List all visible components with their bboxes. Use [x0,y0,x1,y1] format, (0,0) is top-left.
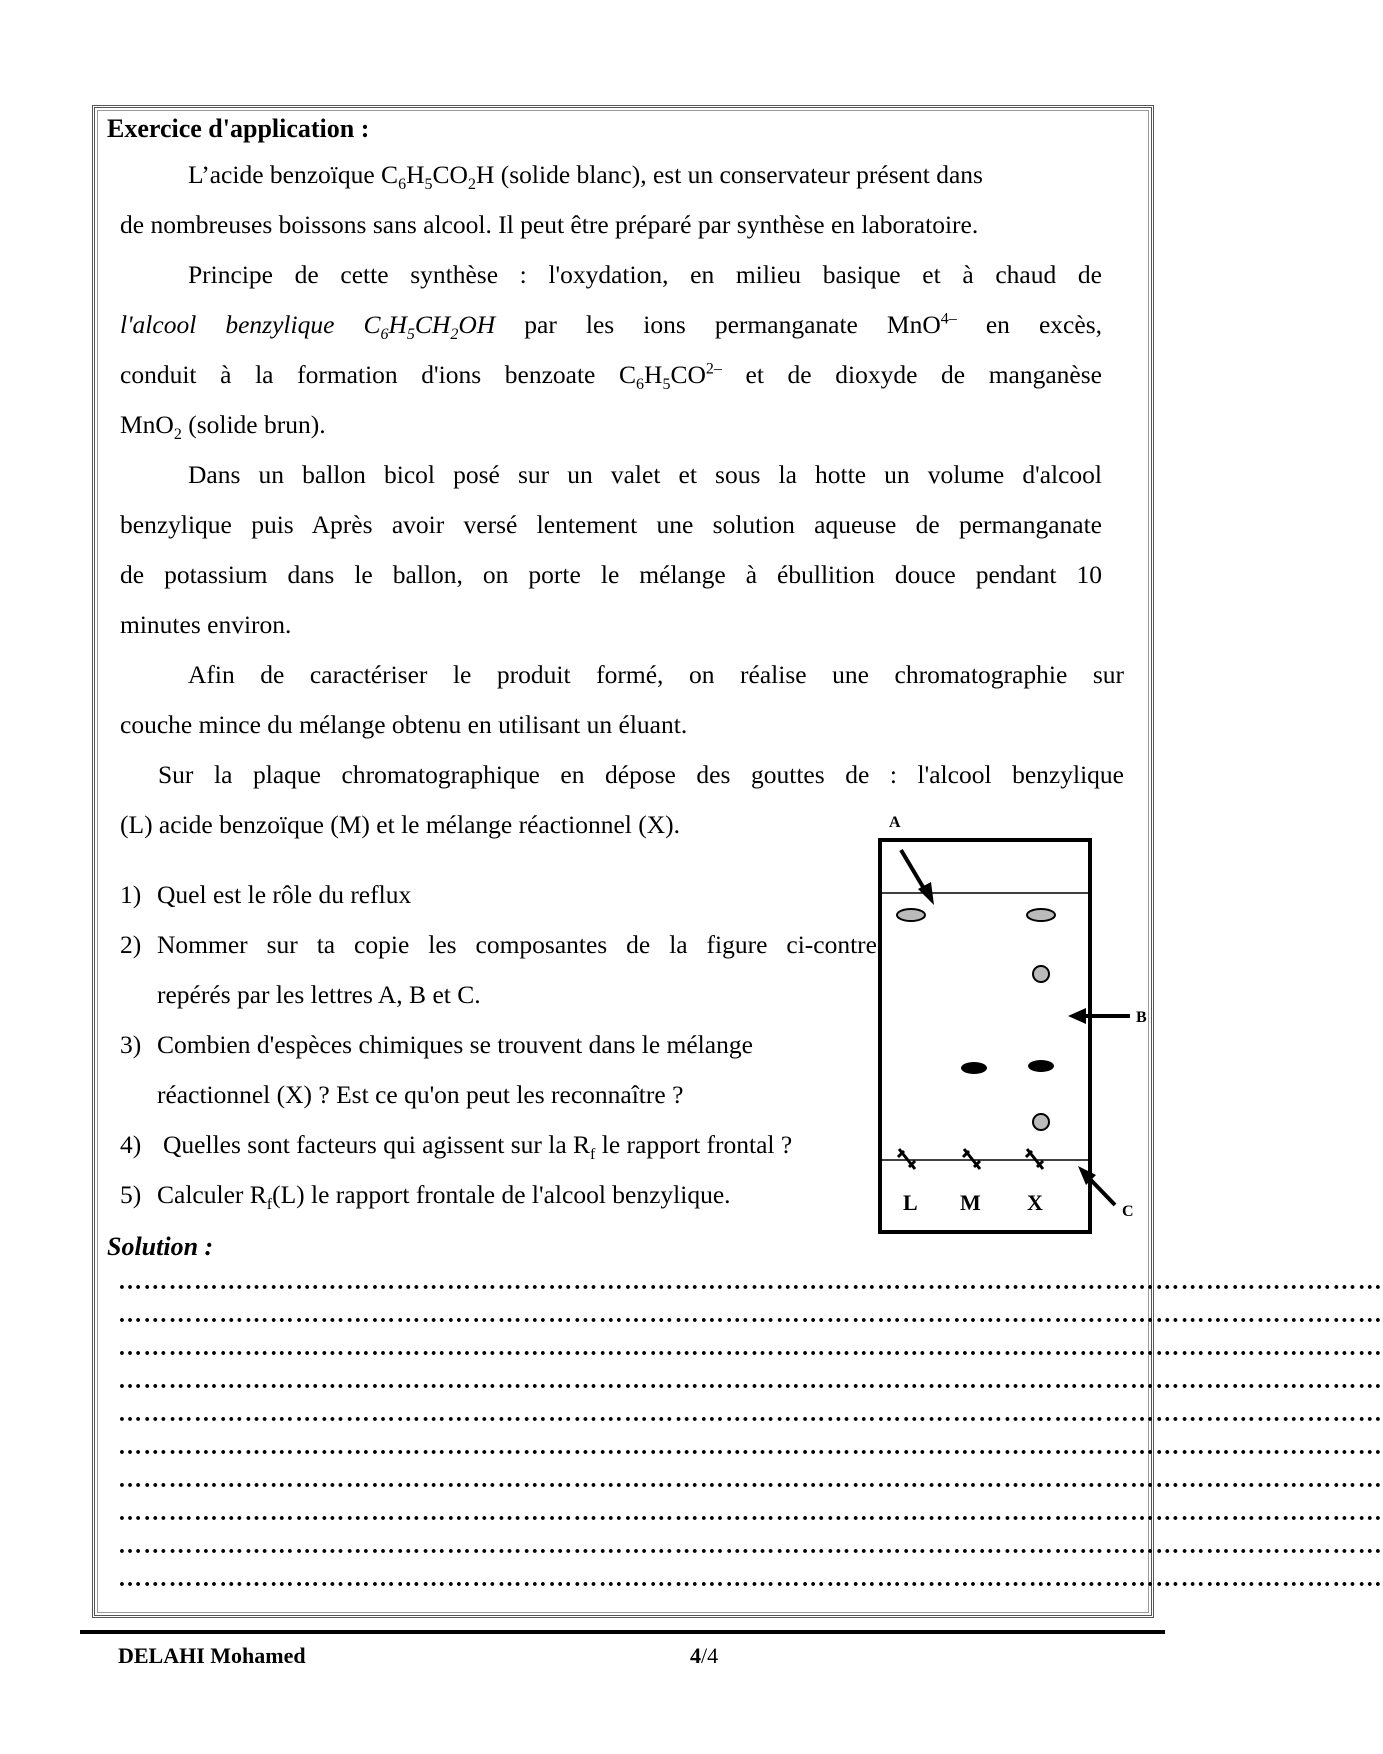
spot-x-upper [1027,909,1055,921]
para5-line2: (L) acide benzoïque (M) et le mélange réactionnel (X). [120,810,681,839]
footer-author: DELAHI Mohamed [118,1643,306,1668]
answer-line-4: …………………………………………………………………………………………………………………………………… [118,1368,1383,1394]
figure-label-b: B [1136,1009,1147,1026]
spot-l-upper [897,909,925,921]
figure-label-a: A [889,814,901,831]
question-2-number: 2) [120,930,142,959]
para4-line2: couche mince du mélange obtenu en utilisant un éluant. [120,710,688,739]
para2-line1: Principe de cette synthèse : l'oxydation, en milieu basique et à chaud de [188,260,1102,289]
question-4-number: 4) [120,1130,142,1159]
question-4: Quelles sont facteurs qui agissent sur la $R_f$ le rapport frontal ? [163,1130,793,1164]
answer-line-9: …………………………………………………………………………………………………………………………………… [118,1533,1383,1559]
spot-x-middle [1028,1060,1054,1072]
para3-line3: de potassium dans le ballon, on porte le mélange à ébullition douce pendant 10 [120,560,1102,589]
answer-line-3: …………………………………………………………………………………………………………………………………… [118,1335,1383,1361]
para1-line2: de nombreuses boissons sans alcool. Il peut être préparé par synthèse en laboratoire. [120,210,979,239]
question-5: Calculer $R_f(L)$ le rapport frontale de l'alcool benzylique. [157,1180,731,1214]
deposit-mark-l [898,1149,915,1169]
para3-line2: benzylique puis Après avoir versé lentement une solution aqueuse de permanganate [120,510,1102,539]
spot-x-circle-1 [1033,966,1049,982]
solution-title: Solution : [107,1232,214,1261]
para4-line1: Afin de caractériser le produit formé, on réalise une chromatographie sur [188,660,1124,689]
tlc-plate [880,840,1090,1232]
question-3-line2: réactionnel (X) ? Est ce qu'on peut les reconnaître ? [157,1080,684,1109]
para3-line4: minutes environ. [120,610,292,639]
arrow-b-icon [1068,1008,1086,1024]
answer-line-10: …………………………………………………………………………………………………………………………………… [118,1566,1383,1592]
para1-line1: L’acide benzoïque $C_6H_5CO_2H$ (solide blanc), est un conservateur présent dans [188,160,983,194]
para2-line4: MnO$_2$ (solide brun). [120,410,326,444]
question-2-line1: Nommer sur ta copie les composantes de la figure ci-contre [157,930,877,959]
para2-line2: l'alcool benzylique $C_6H_5CH_2OH$ par les ions permanganate MnO$^{4-}$ en excès, [120,310,1102,344]
deposit-mark-m [963,1149,980,1169]
answer-line-8: …………………………………………………………………………………………………………………………………… [118,1500,1383,1526]
lane-label-x: X [1027,1190,1043,1215]
lane-label-l: L [903,1190,918,1215]
arrow-c-shaft [1088,1177,1115,1205]
answer-line-1: …………………………………………………………………………………………………………………………………… [118,1269,1383,1295]
answer-line-2: …………………………………………………………………………………………………………………………………… [118,1302,1383,1328]
footer-rule [80,1630,1165,1634]
question-1: Quel est le rôle du reflux [157,880,412,909]
spot-m [961,1062,987,1074]
tlc-figure [860,800,1160,1240]
exercise-title: Exercice d'application : [107,114,370,143]
question-1-number: 1) [120,880,142,909]
para3-line1: Dans un ballon bicol posé sur un valet et sous la hotte un volume d'alcool [188,460,1102,489]
footer-page-number: 4/4 [690,1643,719,1668]
question-3-line1: Combien d'espèces chimiques se trouvent dans le mélange [157,1030,753,1059]
question-3-number: 3) [120,1030,142,1059]
figure-label-c: C [1122,1203,1134,1220]
spot-x-circle-2 [1033,1114,1049,1130]
deposit-mark-x [1026,1149,1043,1169]
question-2-line2: repérés par les lettres A, B et C. [157,980,481,1009]
answer-line-6: …………………………………………………………………………………………………………………………………… [118,1434,1383,1460]
answer-line-7: …………………………………………………………………………………………………………………………………… [118,1467,1383,1493]
arrow-a-shaft [901,850,926,892]
para5-line1: Sur la plaque chromatographique en dépose des gouttes de : l'alcool benzylique [158,760,1124,789]
answer-line-5: …………………………………………………………………………………………………………………………………… [118,1401,1383,1427]
para2-line3: conduit à la formation d'ions benzoate $C_6H_5CO^{2-}$ et de dioxyde de manganèse [120,360,1102,394]
lane-label-m: M [960,1190,981,1215]
question-5-number: 5) [120,1180,142,1209]
